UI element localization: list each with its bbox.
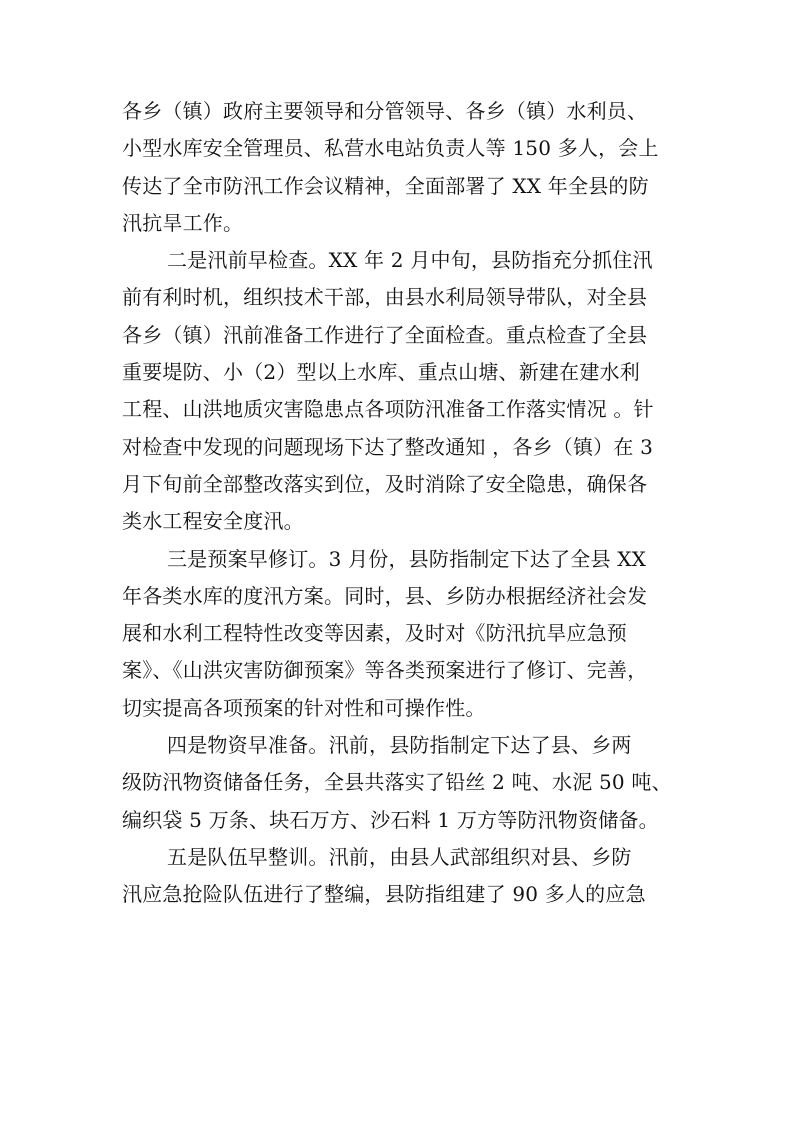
text-line: 前有利时机，组织技术干部，由县水利局领导带队，对全县	[122, 285, 648, 310]
text-line: 级防汛物资储备任务，全县共落实了铅丝 2 吨、水泥 50 吨、	[122, 770, 672, 795]
text-line: 类水工程安全度汛。	[122, 509, 304, 534]
text-line: 编织袋 5 万条、块石万方、沙石料 1 万方等防汛物资储备。	[122, 807, 659, 832]
text-line: 对检查中发现的问题现场下达了整改通知 ，各乡（镇）在 3	[122, 434, 654, 459]
paragraph-material-preparation	[122, 727, 682, 839]
text-line: 切实提高各项预案的针对性和可操作性。	[122, 695, 486, 720]
paragraph-plan-revision	[122, 541, 682, 727]
text-line: 五是队伍早整训。汛前，由县人武部组织对县、乡防	[167, 844, 632, 869]
text-line: 二是汛前早检查。XX 年 2 月中旬，县防指充分抓住汛	[167, 248, 653, 273]
text-line: 重要堤防、小（2）型以上水库、重点山塘、新建在建水利	[122, 360, 640, 385]
text-line: 案》、《山洪灾害防御预案》等各类预案进行了修订、完善，	[122, 658, 648, 683]
text-line: 月下旬前全部整改落实到位，及时消除了安全隐患，确保各	[122, 471, 648, 496]
text-line: 年各类水库的度汛方案。同时，县、乡防办根据经济社会发	[122, 583, 648, 608]
text-line: 汛抗旱工作。	[122, 210, 244, 235]
text-line: 小型水库安全管理员、私营水电站负责人等 150 多人，会上	[122, 136, 659, 161]
text-line: 工程、山洪地质灾害隐患点各项防汛准备工作落实情况 。针	[122, 397, 654, 422]
text-line: 传达了全市防汛工作会议精神，全面部署了 XX 年全县的防	[122, 173, 649, 198]
text-line: 四是物资早准备。汛前，县防指制定下达了县、乡两	[167, 733, 632, 758]
text-line: 各乡（镇）政府主要领导和分管领导、各乡（镇）水利员、	[122, 99, 648, 123]
text-line: 汛应急抢险队伍进行了整编，县防指组建了 90 多人的应急	[122, 882, 646, 907]
paragraph-meeting-continuation	[122, 93, 682, 242]
paragraph-team-training	[122, 839, 682, 914]
paragraph-pre-flood-inspection	[122, 242, 682, 540]
text-line: 展和水利工程特性改变等因素，及时对《防汛抗旱应急预	[122, 621, 627, 646]
text-line: 三是预案早修订。3 月份，县防指制定下达了全县 XX	[167, 546, 647, 571]
document-body	[122, 93, 682, 914]
text-line: 各乡（镇）汛前准备工作进行了全面检查。重点检查了全县	[122, 322, 648, 347]
